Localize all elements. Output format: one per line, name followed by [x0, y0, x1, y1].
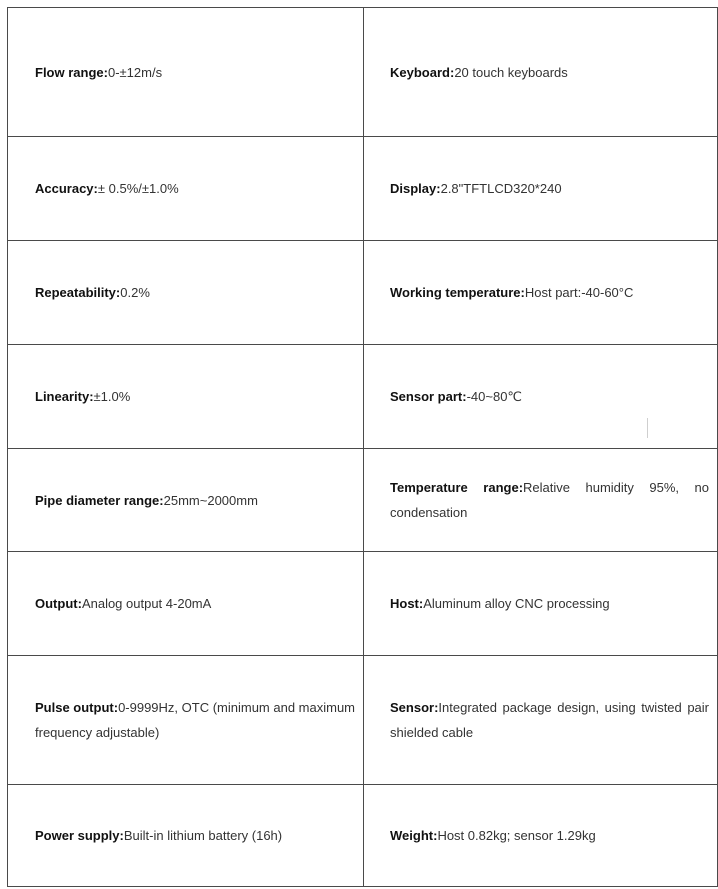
spec-value: 20 touch keyboards [454, 64, 568, 80]
spec-cell-sensor-part [364, 345, 718, 449]
spec-key: Output [35, 596, 78, 611]
spec-value: ± 0.5%/±1.0% [97, 181, 179, 196]
spec-cell-linearity [8, 345, 364, 449]
spec-separator: : [449, 64, 455, 80]
spec-key: Flow range [35, 64, 104, 80]
spec-separator: : [103, 64, 108, 80]
spec-key: Sensor part [390, 389, 463, 404]
spec-cell-temperature-range [364, 449, 718, 552]
spec-separator: : [115, 285, 121, 300]
table-row [8, 8, 718, 137]
spec-separator: : [113, 700, 119, 715]
spec-value: 2.8"TFTLCD320*240 [440, 181, 562, 196]
spec-key: Keyboard [390, 64, 450, 80]
spec-cell-display [364, 137, 718, 241]
spec-cell-weight [364, 785, 718, 887]
spec-key: Linearity [35, 389, 90, 404]
spec-value: ±1.0% [93, 389, 131, 404]
spec-cell-output [8, 552, 364, 656]
spec-key: Pulse output [35, 700, 114, 715]
spec-key: Power supply [35, 828, 120, 843]
spec-separator: : [418, 596, 424, 611]
spec-cell-working-temperature [364, 241, 718, 345]
spec-key: Weight [390, 828, 434, 843]
spec-cell-host [364, 552, 718, 656]
spec-value: 0-9999Hz, OTC (minimum and maximum frequency adjustable) [35, 700, 356, 740]
spec-cell-pulse-output [8, 656, 364, 785]
spec-key: Accuracy [35, 181, 94, 196]
spec-key: Sensor [390, 700, 435, 715]
spec-value: Integrated package design, using twisted pair shielded cable [390, 700, 709, 740]
spec-key: Working temperature [390, 285, 521, 300]
spec-key: Pipe diameter range [35, 492, 160, 508]
spec-key: Repeatability [35, 285, 116, 300]
spec-key: Display [390, 181, 437, 196]
spec-key: Host [390, 596, 419, 611]
spec-value: 25mm~2000mm [163, 492, 258, 508]
spec-separator: : [89, 389, 94, 404]
table-row [8, 785, 718, 887]
spec-separator: : [93, 181, 98, 196]
spec-cell-accuracy [8, 137, 364, 241]
spec-value: Aluminum alloy CNC processing [423, 596, 610, 611]
table-row [8, 137, 718, 241]
spec-value: Built-in lithium battery (16h) [123, 828, 283, 843]
spec-value: Relative humidity 95%, no condensation [390, 480, 709, 520]
page-edge-divider [647, 418, 648, 438]
spec-cell-repeatability [8, 241, 364, 345]
spec-cell-flow-range [8, 8, 364, 137]
table-row [8, 449, 718, 552]
spec-separator: : [119, 828, 124, 843]
spec-cell-sensor [364, 656, 718, 785]
spec-separator: : [77, 596, 82, 611]
spec-value: Host part:-40-60°C [524, 285, 634, 300]
spec-value: 0-±12m/s [107, 64, 163, 80]
table-row [8, 552, 718, 656]
table-row [8, 241, 718, 345]
spec-key: Temperature range [390, 480, 519, 495]
spec-separator: : [159, 492, 164, 508]
spec-cell-power-supply [8, 785, 364, 887]
spec-separator: : [520, 285, 525, 300]
spec-cell-keyboard [364, 8, 718, 137]
spec-cell-pipe-diameter-range [8, 449, 364, 552]
spec-separator: : [433, 828, 438, 843]
spec-separator: : [518, 480, 524, 495]
spec-value: Analog output 4-20mA [81, 596, 212, 611]
spec-value: 0.2% [120, 285, 150, 300]
spec-separator: : [462, 389, 467, 404]
spec-table [7, 7, 718, 887]
spec-value: Host 0.82kg; sensor 1.29kg [437, 828, 596, 843]
table-row [8, 656, 718, 785]
table-row [8, 345, 718, 449]
spec-separator: : [436, 181, 441, 196]
spec-separator: : [434, 700, 439, 715]
spec-value: -40~80℃ [466, 389, 523, 404]
